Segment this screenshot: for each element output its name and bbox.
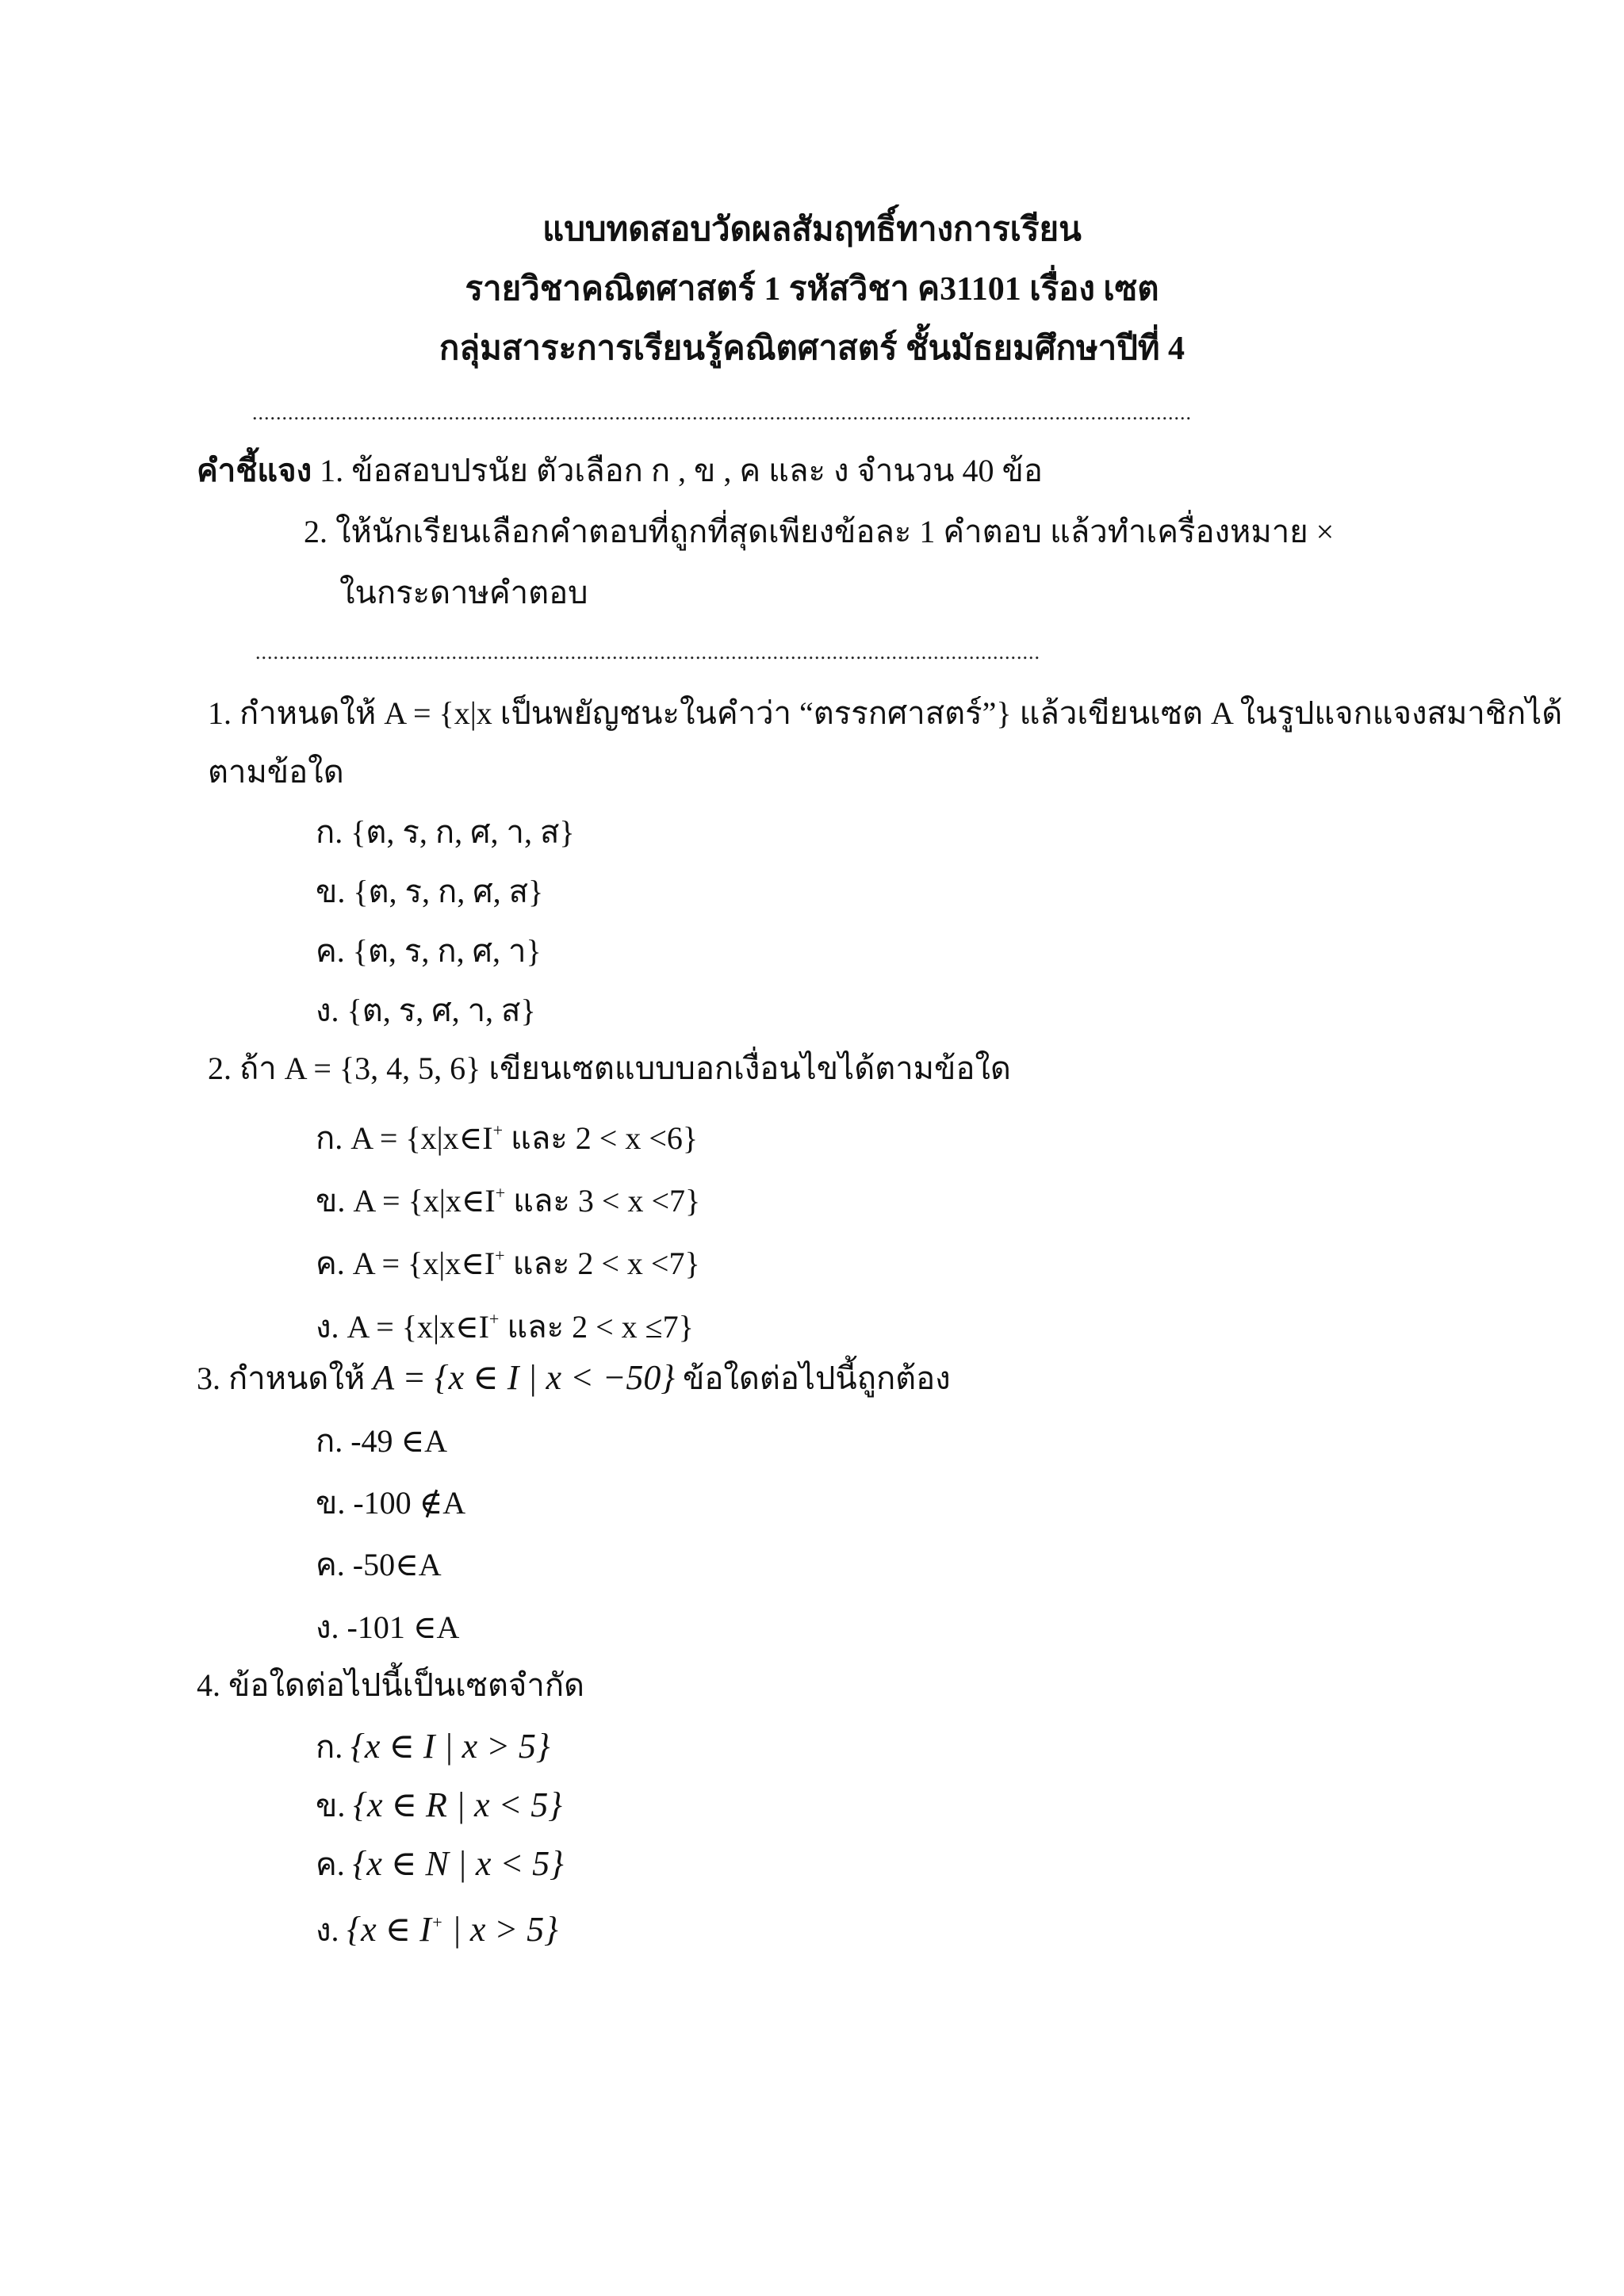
question-3: [197, 1356, 951, 1401]
q4-choice-b-math: {x ∈ R | x < 5}: [353, 1785, 562, 1824]
q3-choice-d: ง. -101 ∈A: [316, 1609, 460, 1645]
q1-choice-d: ง. {ต, ร, ศ, า, ส}: [316, 993, 536, 1028]
q2-choice-b-pre: ข. A = {x|x∈I: [316, 1183, 496, 1219]
instructions-label: คำชี้แจง: [197, 453, 312, 488]
q1-choice-a: ก. {ต, ร, ก, ศ, า, ส}: [316, 814, 575, 850]
superscript-plus: +: [431, 1912, 443, 1932]
q4-choice-b: [316, 1783, 562, 1828]
q2-choice-d: [316, 1297, 694, 1349]
q2-choice-c: [316, 1234, 700, 1286]
superscript-plus: +: [495, 1183, 506, 1203]
question-1: 1. กำหนดให้ A = {x|x เป็นพยัญชนะในคำว่า “ตรรกศาสตร์”} แล้วเขียนเซต A ในรูปแจกแจงสมาชิกได้: [208, 695, 1563, 731]
q4-choice-a-label: ก.: [316, 1729, 343, 1765]
header-group: กลุ่มสาระการเรียนรู้คณิตศาสตร์ ชั้นมัธยมศึกษาปีที่ 4: [439, 331, 1185, 367]
question-4: 4. ข้อใดต่อไปนี้เป็นเซตจำกัด: [197, 1667, 585, 1703]
question-3-tail: ข้อใดต่อไปนี้ถูกต้อง: [675, 1360, 951, 1396]
q2-choice-d-pre: ง. A = {x|x∈I: [316, 1309, 489, 1345]
header-subject: รายวิชาคณิตศาสตร์ 1 รหัสวิชา ค31101 เรื่อง เซต: [465, 271, 1159, 308]
q1-choice-c: ค. {ต, ร, ก, ศ, า}: [316, 933, 542, 969]
instructions-line-1: [197, 449, 1043, 493]
q3-choice-c: ค. -50∈A: [316, 1547, 442, 1582]
q4-choice-a: [316, 1724, 550, 1770]
header-title: แบบทดสอบวัดผลสัมฤทธิ์ทางการเรียน: [542, 212, 1082, 248]
q2-choice-b-post: และ 3 < x <7}: [505, 1183, 701, 1219]
separator-line-2: ....................................................................................................................................: [255, 641, 1040, 664]
q2-choice-a: [316, 1108, 698, 1161]
instructions-item-2: 2. ให้นักเรียนเลือกคำตอบที่ถูกที่สุดเพียงข้อละ 1 คำตอบ แล้วทำเครื่องหมาย ×: [304, 514, 1335, 549]
q4-choice-d: [316, 1900, 558, 1953]
q4-choice-c: [316, 1842, 564, 1887]
superscript-plus: +: [492, 1120, 504, 1140]
superscript-plus: +: [495, 1246, 505, 1265]
q2-choice-a-pre: ก. A = {x|x∈I: [316, 1120, 493, 1156]
q1-choice-b: ข. {ต, ร, ก, ศ, ส}: [316, 874, 544, 909]
q4-choice-c-math: {x ∈ N | x < 5}: [352, 1844, 564, 1883]
q4-choice-d-math-pre: {x ∈ I: [347, 1910, 431, 1949]
q2-choice-a-post: และ 2 < x <6}: [503, 1120, 699, 1156]
q4-choice-d-math-post: | x > 5}: [442, 1910, 558, 1949]
q2-choice-b: [316, 1171, 700, 1223]
q4-choice-c-label: ค.: [316, 1846, 345, 1882]
separator-line: ..............................................................................................................................................................: [252, 401, 1192, 424]
superscript-plus: +: [488, 1309, 500, 1329]
instructions-item-2-cont: ในกระดาษคำตอบ: [339, 575, 588, 610]
q3-choice-a: ก. -49 ∈A: [316, 1423, 448, 1459]
q4-choice-a-math: {x ∈ I | x > 5}: [350, 1727, 550, 1766]
q4-choice-d-label: ง.: [316, 1912, 339, 1948]
q4-choice-d-math: [347, 1910, 558, 1949]
question-3-math: A = {x ∈ I | x < −50}: [373, 1358, 675, 1397]
q4-choice-b-label: ข.: [316, 1788, 346, 1823]
question-3-number: 3. กำหนดให้: [197, 1360, 366, 1396]
q2-choice-c-post: และ 2 < x <7}: [504, 1246, 700, 1281]
question-1-cont: ตามข้อใด: [208, 754, 344, 790]
q3-choice-b: ข. -100 ∉A: [316, 1485, 466, 1521]
q2-choice-d-post: และ 2 < x ≤7}: [499, 1309, 694, 1345]
instructions-item-1: 1. ข้อสอบปรนัย ตัวเลือก ก , ข , ค และ ง จำนวน 40 ข้อ: [320, 453, 1043, 488]
q2-choice-c-pre: ค. A = {x|x∈I: [316, 1246, 496, 1281]
question-2: 2. ถ้า A = {3, 4, 5, 6} เขียนเซตแบบบอกเงื่อนไขได้ตามข้อใด: [208, 1050, 1011, 1086]
